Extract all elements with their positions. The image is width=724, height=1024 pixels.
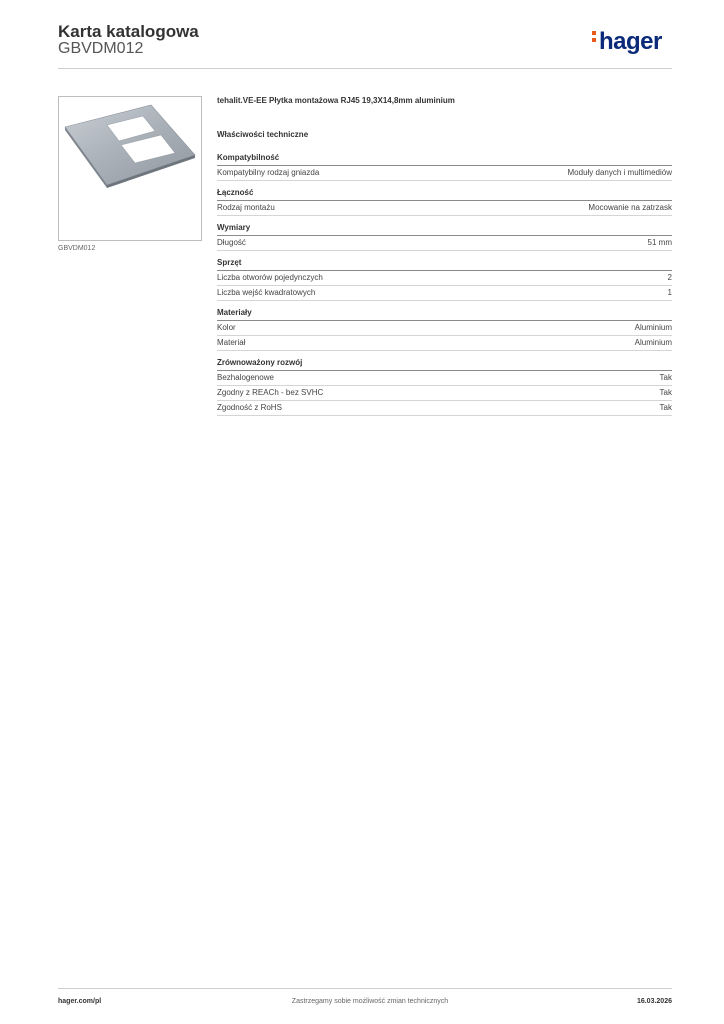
product-name: tehalit.VE-EE Płytka montażowa RJ45 19,3X14,8mm aluminium xyxy=(217,96,455,105)
spec-value: Tak xyxy=(659,403,672,412)
section-connectivity xyxy=(217,188,672,216)
spec-value: Aluminium xyxy=(634,338,672,347)
spec-value: Tak xyxy=(659,373,672,382)
section-compatibility xyxy=(217,153,672,181)
spec-row xyxy=(217,271,672,286)
spec-row xyxy=(217,201,672,216)
specs-title: Właściwości techniczne xyxy=(217,130,309,139)
product-code: GBVDM012 xyxy=(58,40,144,57)
spec-label: Zgodność z RoHS xyxy=(217,403,282,412)
spec-label: Rodzaj montażu xyxy=(217,203,275,212)
spec-value: Tak xyxy=(659,388,672,397)
spec-label: Kompatybilny rodzaj gniazda xyxy=(217,168,320,177)
spec-content xyxy=(217,96,672,418)
section-hardware xyxy=(217,258,672,301)
section-heading: Łączność xyxy=(217,188,672,201)
spec-row xyxy=(217,286,672,301)
section-heading: Materiały xyxy=(217,308,672,321)
product-image xyxy=(58,96,202,241)
header-divider xyxy=(58,68,672,69)
section-heading: Kompatybilność xyxy=(217,153,672,166)
logo-dots-icon xyxy=(592,31,597,45)
spec-label: Liczba otworów pojedynczych xyxy=(217,273,323,282)
section-materials xyxy=(217,308,672,351)
spec-row xyxy=(217,166,672,181)
hager-logo xyxy=(592,28,662,56)
spec-value: Aluminium xyxy=(634,323,672,332)
spec-value: Mocowanie na zatrzask xyxy=(588,203,672,212)
spec-row xyxy=(217,236,672,251)
spec-value: Moduły danych i multimediów xyxy=(567,168,672,177)
website-link[interactable]: hager.com/pl xyxy=(58,998,102,1005)
spec-row xyxy=(217,336,672,351)
logo-text: hager xyxy=(599,28,662,55)
section-sustainability xyxy=(217,358,672,416)
section-heading: Zrównoważony rozwój xyxy=(217,358,672,371)
image-caption: GBVDM012 xyxy=(58,245,96,252)
spec-label: Bezhalogenowe xyxy=(217,373,274,382)
footer-disclaimer: Zastrzegamy sobie możliwość zmian technicznych xyxy=(291,998,449,1005)
spec-value: 2 xyxy=(667,273,672,282)
section-dimensions xyxy=(217,223,672,251)
section-heading: Wymiary xyxy=(217,223,672,236)
spec-row xyxy=(217,401,672,416)
spec-row xyxy=(217,371,672,386)
spec-label: Liczba wejść kwadratowych xyxy=(217,288,316,297)
spec-row xyxy=(217,386,672,401)
spec-label: Długość xyxy=(217,238,246,247)
spec-value: 1 xyxy=(667,288,672,297)
spec-label: Materiał xyxy=(217,338,246,347)
spec-label: Zgodny z REACh - bez SVHC xyxy=(217,388,324,397)
mounting-plate-illustration xyxy=(59,97,201,240)
document-title: Karta katalogowa xyxy=(58,22,199,41)
spec-label: Kolor xyxy=(217,323,236,332)
section-heading: Sprzęt xyxy=(217,258,672,271)
footer-divider xyxy=(58,988,672,989)
footer-date: 16.03.2026 xyxy=(636,998,672,1005)
spec-value: 51 mm xyxy=(647,238,672,247)
spec-row xyxy=(217,321,672,336)
